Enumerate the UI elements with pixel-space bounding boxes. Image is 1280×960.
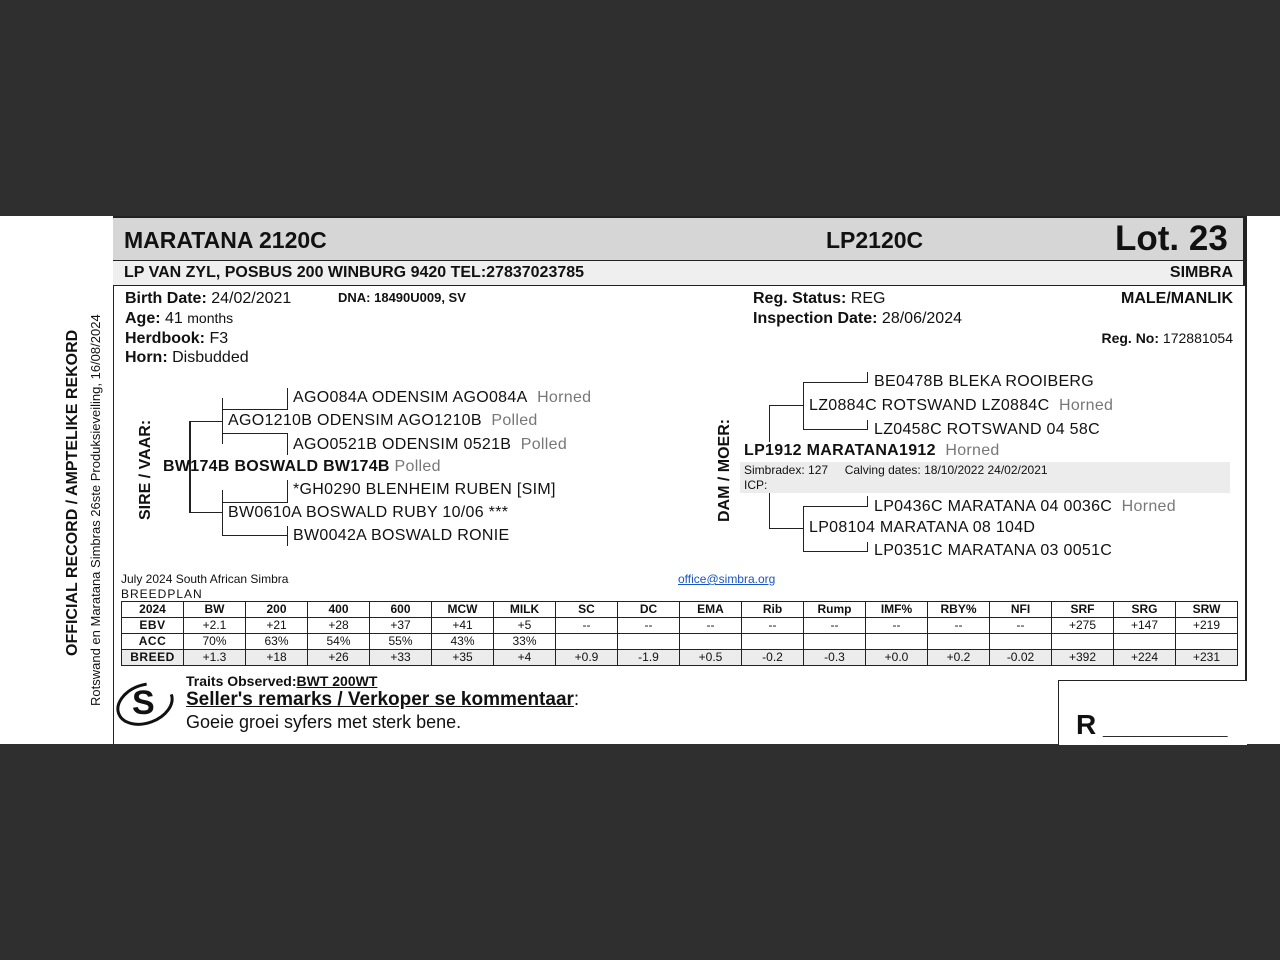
ebv-header-cell: NFI: [990, 602, 1052, 618]
ebv-cell: +35: [432, 650, 494, 666]
ebv-cell: +33: [370, 650, 432, 666]
seller-remarks-label: Seller's remarks / Verkoper se kommentaar:: [186, 689, 580, 710]
dam-label: DAM / MOER:: [716, 418, 733, 522]
ebv-cell: [742, 634, 804, 650]
ebv-header-cell: 200: [246, 602, 308, 618]
reg-number: Reg. No: 172881054: [1101, 330, 1233, 346]
ebv-cell: +0.2: [928, 650, 990, 666]
dam-sire-dam: LZ0458C ROTSWAND 04 58C: [874, 421, 1100, 438]
breedplan-label: BREEDPLAN: [121, 587, 203, 601]
dam-line-top: [769, 405, 770, 442]
inspection-date: Inspection Date: 28/06/2024: [753, 310, 962, 327]
herdbook: Herdbook: F3: [125, 330, 229, 347]
dam-name: LP1912 MARATANA1912 Horned: [744, 442, 1000, 459]
sd-line-bottom: [222, 535, 288, 536]
ebv-header-cell: Rib: [742, 602, 804, 618]
owner-details: LP VAN ZYL, POSBUS 200 WINBURG 9420 TEL:27837023785: [124, 264, 585, 281]
dss-line: [803, 382, 868, 383]
ebv-cell: --: [804, 618, 866, 634]
dd-join: [769, 528, 803, 529]
ddd-tick: [867, 542, 868, 552]
sex-label: MALE/MANLIK: [1121, 290, 1233, 307]
ebv-cell: [680, 634, 742, 650]
price-box: [1058, 680, 1247, 745]
price-line[interactable]: ________________: [1103, 721, 1228, 737]
dam-line-bottom: [769, 493, 770, 529]
ebv-cell: [1052, 634, 1114, 650]
ebv-cell: [866, 634, 928, 650]
ebv-cell: 54%: [308, 634, 370, 650]
reg-status: Reg. Status: REG: [753, 290, 886, 307]
dam-dam-dam: LP0351C MARATANA 03 0051C: [874, 542, 1113, 559]
ebv-header-cell: IMF%: [866, 602, 928, 618]
ebv-cell: [1176, 634, 1238, 650]
ebv-header-cell: 400: [308, 602, 370, 618]
dam-simbradex: Simbradex: 127 Calving dates: 18/10/2022 24/02/2021: [744, 463, 1048, 477]
ebv-header-cell: MILK: [494, 602, 556, 618]
lot-number: Lot. 23: [1115, 219, 1228, 258]
sire-sire-sire: AGO084A ODENSIM AGO084A Horned: [293, 389, 592, 406]
ebv-cell: +231: [1176, 650, 1238, 666]
ebv-source: July 2024 South African Simbra: [121, 572, 289, 586]
ebv-cell: +4: [494, 650, 556, 666]
ebv-cell: +41: [432, 618, 494, 634]
ebv-header-cell: 2024: [122, 602, 184, 618]
ebv-cell: +0.9: [556, 650, 618, 666]
ebv-cell: +219: [1176, 618, 1238, 634]
ebv-header-cell: SRF: [1052, 602, 1114, 618]
dsd-tick: [867, 420, 868, 430]
ebv-cell: [618, 634, 680, 650]
ebv-cell: 55%: [370, 634, 432, 650]
ebv-cell: +392: [1052, 650, 1114, 666]
ebv-cell: +18: [246, 650, 308, 666]
dd-bracket: [803, 506, 804, 552]
dam-sire: LZ0884C ROTSWAND LZ0884C Horned: [809, 397, 1114, 414]
ebv-cell: [556, 634, 618, 650]
ss-line-top: [222, 409, 288, 410]
sire-line-top: [189, 421, 222, 422]
ss-bracket: [222, 398, 223, 444]
sdd-tick: [287, 526, 288, 546]
ebv-cell: --: [928, 618, 990, 634]
ebv-header-cell: MCW: [432, 602, 494, 618]
ebv-header-cell: 600: [370, 602, 432, 618]
ebv-header-cell: DC: [618, 602, 680, 618]
official-record-label: OFFICIAL RECORD / AMPTELIKE REKORD: [64, 329, 81, 656]
dss-tick: [867, 372, 868, 382]
ebv-cell: +26: [308, 650, 370, 666]
ebv-cell: +147: [1114, 618, 1176, 634]
ebv-cell: +2.1: [184, 618, 246, 634]
ebv-header-cell: SRG: [1114, 602, 1176, 618]
sire-dam-sire: *GH0290 BLENHEIM RUBEN [SIM]: [293, 481, 556, 498]
dsd-line: [803, 429, 868, 430]
horn-status: Horn: Disbudded: [125, 349, 249, 366]
dna-info: DNA: 18490U009, SV: [338, 290, 466, 305]
traits-observed: Traits Observed:BWT 200WT: [186, 673, 378, 689]
ebv-cell: [990, 634, 1052, 650]
ebv-cell: +28: [308, 618, 370, 634]
ebv-cell: -1.9: [618, 650, 680, 666]
animal-code: LP2120C: [826, 227, 924, 253]
breed-row: [122, 650, 1238, 666]
ebv-cell: 33%: [494, 634, 556, 650]
ebv-cell: --: [680, 618, 742, 634]
ebv-cell: 70%: [184, 634, 246, 650]
owner-bar: [113, 260, 1245, 286]
dds-line: [803, 506, 868, 507]
dds-tick: [867, 496, 868, 506]
breed-label: SIMBRA: [1169, 264, 1233, 281]
dam-sire-sire: BE0478B BLEKA ROOIBERG: [874, 373, 1095, 390]
ebv-header-cell: Rump: [804, 602, 866, 618]
acc-row: [122, 634, 1238, 650]
ebv-header-row: [122, 602, 1238, 618]
ebv-row: [122, 618, 1238, 634]
sire-sire-dam: AGO0521B ODENSIM 0521B Polled: [293, 436, 568, 453]
animal-name: MARATANA 2120C: [124, 227, 327, 253]
ebv-header-cell: EMA: [680, 602, 742, 618]
ebv-cell: 43%: [432, 634, 494, 650]
ebv-cell: +5: [494, 618, 556, 634]
ds-bracket: [803, 382, 804, 430]
sire-name: BW174B BOSWALD BW174B Polled: [163, 458, 441, 475]
ebv-cell: +21: [246, 618, 308, 634]
simbra-logo-icon: S: [114, 681, 176, 727]
ebv-cell: --: [742, 618, 804, 634]
ssd-tick: [287, 433, 288, 455]
ebv-header-cell: SRW: [1176, 602, 1238, 618]
ebv-cell: [1114, 634, 1176, 650]
ebv-cell: EBV: [122, 618, 184, 634]
ddd-line: [803, 551, 868, 552]
ebv-cell: --: [990, 618, 1052, 634]
age: Age: 41 months: [125, 310, 234, 327]
sire-label: SIRE / VAAR:: [137, 419, 154, 520]
ebv-cell: -0.3: [804, 650, 866, 666]
ebv-header-cell: RBY%: [928, 602, 990, 618]
ebv-cell: +1.3: [184, 650, 246, 666]
price-r-label: R: [1076, 709, 1097, 740]
email-link[interactable]: office@simbra.org: [678, 572, 776, 586]
dam-dam-sire: LP0436C MARATANA 04 0036C Horned: [874, 498, 1176, 515]
ds-join: [769, 405, 803, 406]
ebv-cell: --: [556, 618, 618, 634]
ebv-cell: BREED: [122, 650, 184, 666]
ebv-cell: ACC: [122, 634, 184, 650]
ebv-cell: --: [866, 618, 928, 634]
birth-date: Birth Date: 24/02/2021: [125, 290, 292, 307]
ebv-cell: -0.2: [742, 650, 804, 666]
sire-line-bottom: [189, 512, 222, 513]
ebv-cell: --: [618, 618, 680, 634]
dam-icp: ICP:: [744, 478, 768, 492]
ebv-cell: +37: [370, 618, 432, 634]
ss-line-bottom: [222, 433, 288, 434]
ebv-table: [121, 601, 1238, 666]
ebv-header-cell: BW: [184, 602, 246, 618]
sire-sire: AGO1210B ODENSIM AGO1210B Polled: [228, 412, 538, 429]
ebv-cell: +0.5: [680, 650, 742, 666]
title-bar: [113, 216, 1245, 260]
ebv-cell: +224: [1114, 650, 1176, 666]
ebv-cell: 63%: [246, 634, 308, 650]
sd-line-top: [222, 502, 288, 503]
sd-bracket: [222, 490, 223, 536]
ebv-cell: +0.0: [866, 650, 928, 666]
seller-remarks: Goeie groei syfers met sterk bene.: [186, 712, 462, 732]
auction-label: Rotswand en Maratana Simbras 26ste Produksieveiling, 16/08/2024: [88, 314, 103, 706]
ebv-header-cell: SC: [556, 602, 618, 618]
sss-tick: [287, 388, 288, 409]
sire-dam-dam: BW0042A BOSWALD RONIE: [293, 527, 510, 544]
sire-dam: BW0610A BOSWALD RUBY 10/06 ***: [228, 504, 509, 521]
ebv-cell: [928, 634, 990, 650]
right-border: [1245, 216, 1247, 682]
dam-dam: LP08104 MARATANA 08 104D: [809, 519, 1036, 536]
ebv-cell: -0.02: [990, 650, 1052, 666]
sds-tick: [287, 480, 288, 502]
ebv-cell: +275: [1052, 618, 1114, 634]
ebv-cell: [804, 634, 866, 650]
